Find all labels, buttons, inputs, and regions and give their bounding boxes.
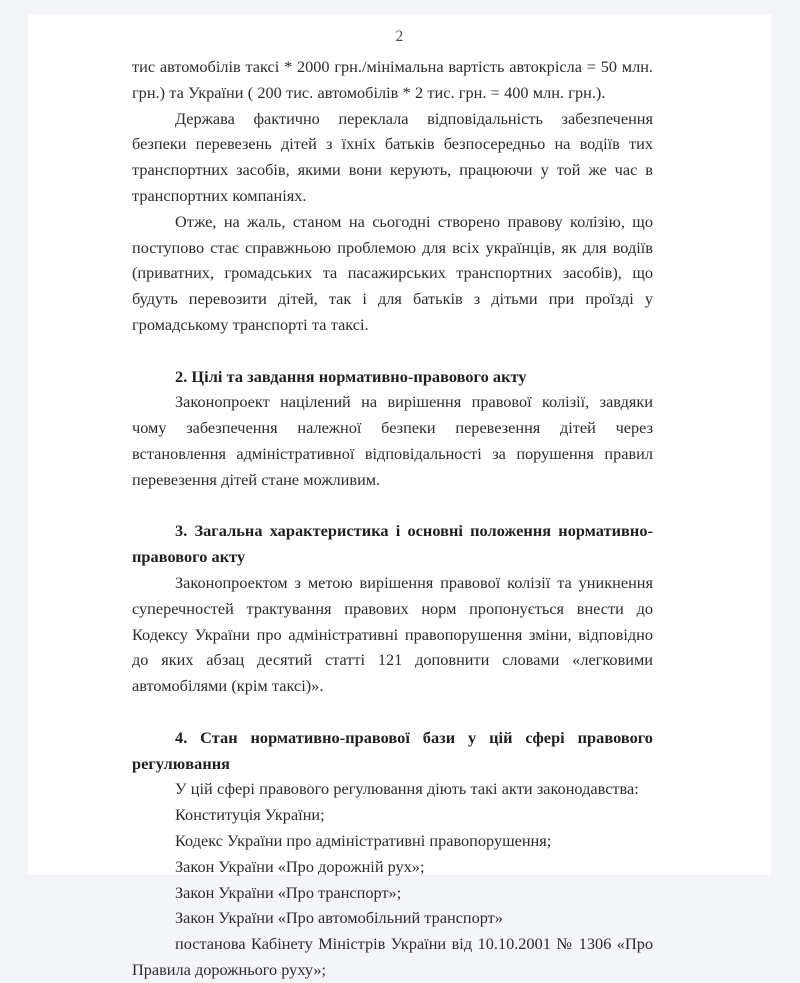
- section-spacer: [132, 338, 653, 364]
- paragraph-continued: тис автомобілів таксі * 2000 грн./мінімальна вартість автокрісла = 50 млн. грн.) та України ( 200 тис. автомобілів * 2 тис. грн. = 400 млн. грн.).: [132, 57, 653, 102]
- list-item: Закон України «Про транспорт»;: [175, 882, 402, 902]
- section-4-intro: У цій сфері правового регулювання діють такі акти законодавства:: [175, 779, 639, 799]
- paragraph-legal-conflict: Отже, на жаль, станом на сьогодні створено правову колізію, що поступово стає справжньою проблемою для всіх українців, як для водіїв (приватних, громадських та пасажирських транспортних засобів), що будуть перевозити дітей, так і для батьків з дітьми при проїзді у громадському транспорті та таксі.: [132, 211, 653, 334]
- list-item: Конституція України;: [175, 805, 325, 825]
- section-3-paragraph: Законопроектом з метою вирішення правової колізії та уникнення суперечностей трактування правових норм пропонується внести до Кодексу України про адміністративні правопорушення зміни, відповідно до яких абзац десятий статті 121 доповнити словами «легковими автомобілями (крім таксі)».: [132, 572, 653, 696]
- paragraph-state-responsibility: Держава фактично переклала відповідальність забезпечення безпеки перевезень дітей з їхніх батьків безпосередньо на водіїв тих транспортних засобів, якими вони керують, працюючи у той же час в транспортних компаніях.: [132, 108, 653, 205]
- section-2-paragraph: Законопроект націлений на вирішення правової колізії, завдяки чому забезпечення належної безпеки перевезення дітей через встановлення адміністративної відповідальності за порушення правил перевезення дітей стане можливим.: [132, 392, 653, 489]
- document-text-column: [132, 54, 653, 983]
- list-item: Закон України «Про дорожній рух»;: [175, 856, 425, 876]
- section-4-heading: 4. Стан нормативно-правової бази у цій сфері правового регулювання: [132, 727, 653, 773]
- list-item: постанова Кабінету Міністрів України від 10.10.2001 № 1306 «Про Правила дорожнього руху»;: [132, 934, 653, 979]
- section-3-heading: 3. Загальна характеристика і основні положення нормативно-правового акту: [132, 521, 653, 567]
- section-2-heading: 2. Цілі та завдання нормативно-правового акту: [175, 366, 527, 386]
- document-page: [28, 14, 771, 979]
- section-spacer: [132, 493, 653, 519]
- list-item: Кодекс України про адміністративні правопорушення;: [175, 830, 552, 850]
- legislative-acts-list: [132, 802, 653, 983]
- page-number: 2: [395, 28, 404, 45]
- section-spacer: [132, 699, 653, 725]
- list-item: Закон України «Про автомобільний транспорт»: [175, 908, 503, 928]
